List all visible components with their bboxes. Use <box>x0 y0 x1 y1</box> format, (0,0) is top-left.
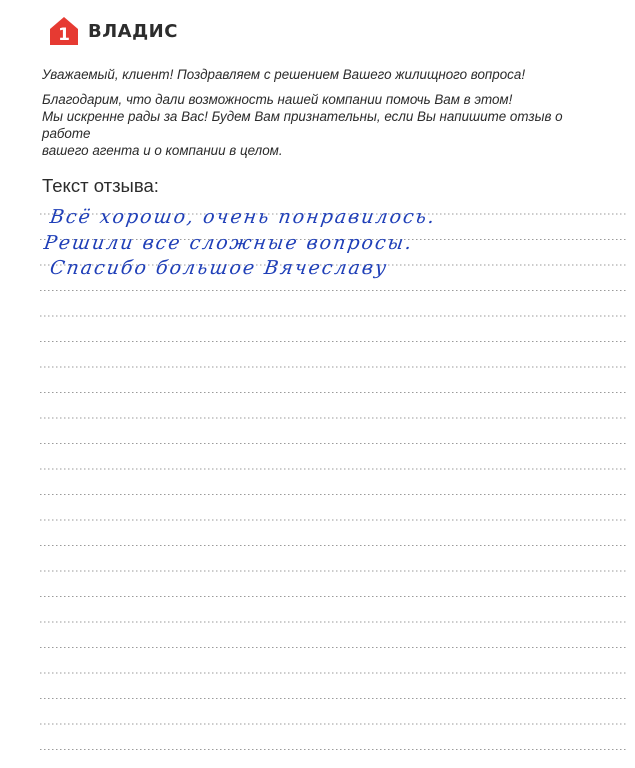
handwritten-review <box>44 206 544 283</box>
handwritten-line-1: Всё хорошо, очень понравилось. <box>48 206 438 228</box>
thanks-line-3: вашего агента и о компании в целом. <box>42 143 283 158</box>
thanks-line-1: Благодарим, что дали возможность нашей компании помочь Вам в этом! <box>42 92 513 107</box>
handwritten-line-3: Спасибо большое Вячеславу <box>48 257 390 279</box>
logo-digit: 1 <box>58 25 70 45</box>
house-logo-icon <box>48 15 80 47</box>
review-title: Текст отзыва: <box>42 175 159 196</box>
intro-text <box>42 66 612 167</box>
brand-name: ВЛАДИС <box>88 20 178 42</box>
thanks-paragraph <box>42 91 612 159</box>
brand-logo <box>48 14 178 48</box>
thanks-line-2: Мы искренне рады за Вас! Будем Вам признательны, если Вы напишите отзыв о работе <box>42 109 563 141</box>
handwritten-line-2: Решили все сложные вопросы. <box>42 231 415 254</box>
greeting-text: Уважаемый, клиент! Поздравляем с решением Вашего жилищного вопроса! <box>42 67 526 82</box>
